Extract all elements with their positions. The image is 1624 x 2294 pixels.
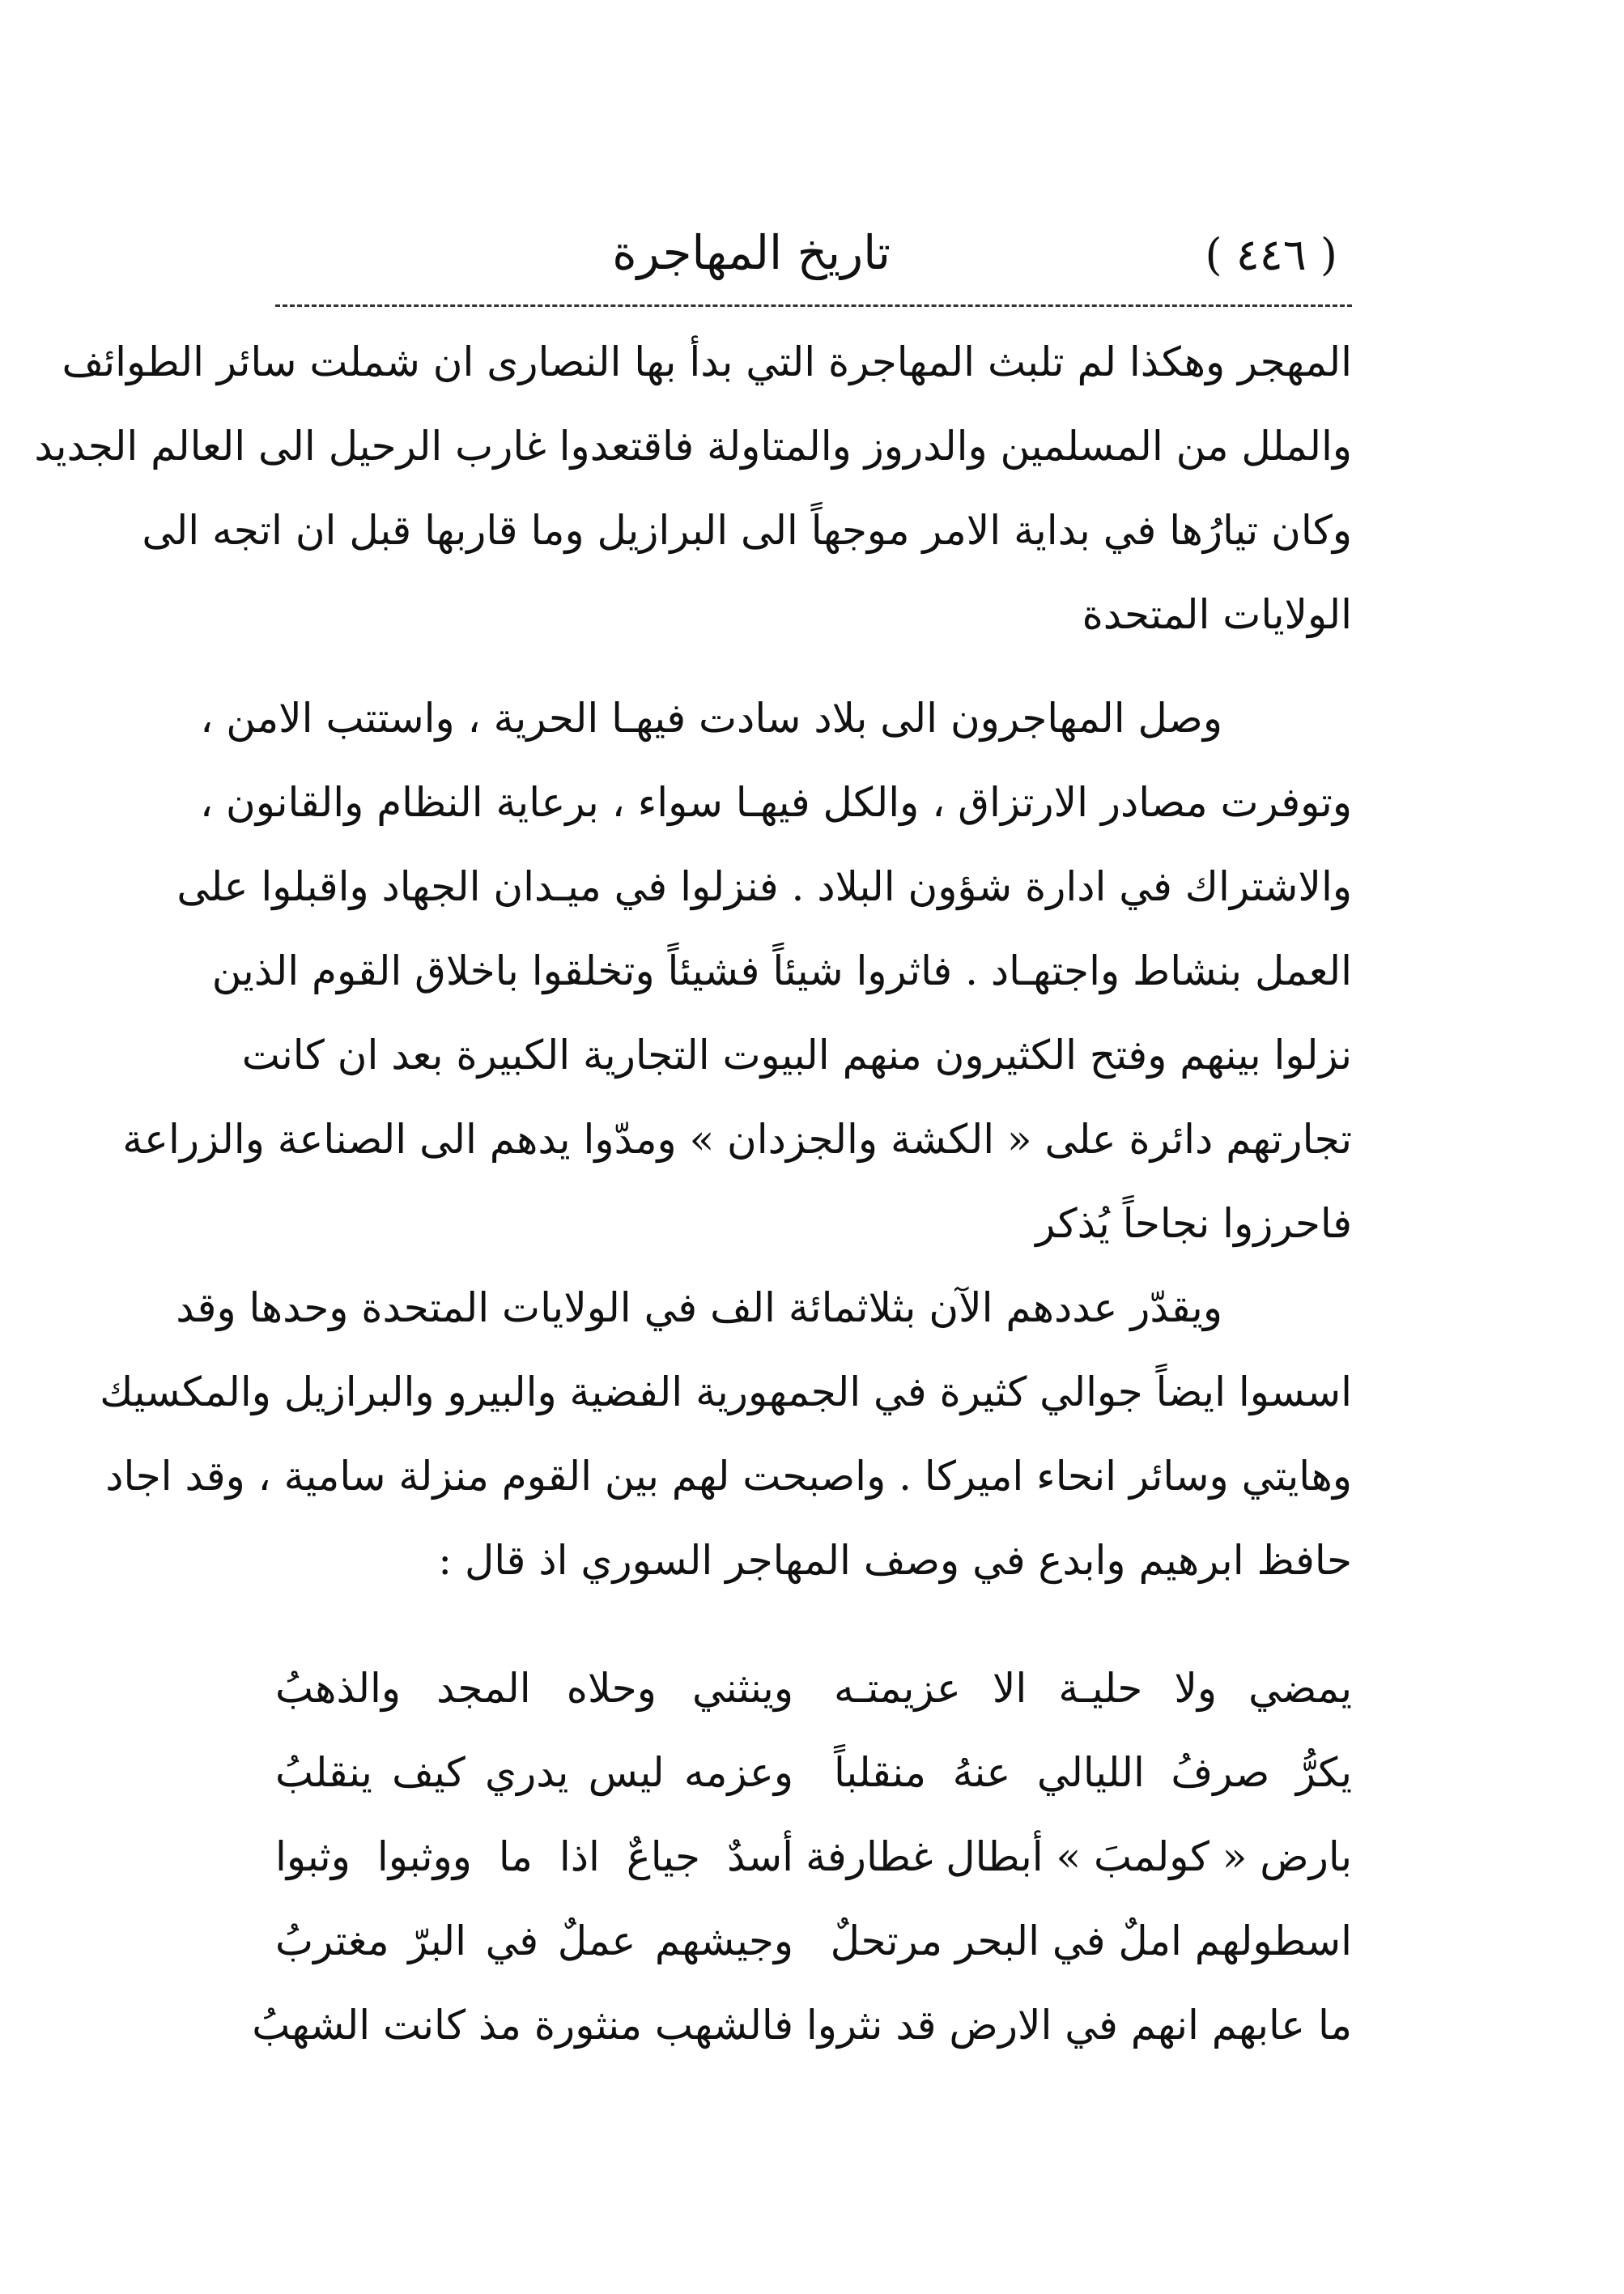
page-header <box>275 212 1352 301</box>
verse-second-hemistich: وعزمه ليس يدري كيف ينقلبُ <box>275 1749 793 1796</box>
paragraph-gap <box>275 657 1352 676</box>
poem-verse <box>275 1900 1352 1985</box>
text-line: ويقدّر عددهم الآن بثلاثمائة الف في الولايات المتحدة وحدها وقد <box>176 1284 1222 1331</box>
header-rule <box>275 304 1352 307</box>
paragraph <box>100 1266 1352 1602</box>
verse-second-hemistich: أسدٌ جياعٌ اذا ما ووثبوا وثبوا <box>275 1833 793 1880</box>
text-line: فاحرزوا نجاحاً يُذكر <box>1035 1200 1352 1247</box>
text-line: وكان تيارُها في بداية الامر موجهاً الى البرازيل وما قاربها قبل ان اتجه الى <box>142 507 1352 554</box>
verse-second-hemistich: وينثني وحلاه المجد والذهبُ <box>275 1665 793 1712</box>
verse-first-hemistich: ما عابهم انهم في الارض قد نثروا <box>806 2002 1352 2049</box>
running-title: تاريخ المهاجرة <box>612 225 891 280</box>
poem-verse <box>275 1816 1352 1900</box>
verse-first-hemistich: يمضي ولا حليـة الا عزيمتـه <box>834 1665 1352 1712</box>
body-text <box>34 320 1352 1602</box>
text-line: نزلوا بينهم وفتح الكثيرون منهم البيوت التجارية الكبيرة بعد ان كانت <box>241 1032 1352 1079</box>
poem-verse <box>275 1732 1352 1816</box>
page-number: ( ٤٤٦ ) <box>1205 229 1337 280</box>
verse-second-hemistich: وجيشهم عملٌ في البرّ مغتربُ <box>275 1917 793 1964</box>
text-line: والاشتراك في ادارة شؤون البلاد . فنزلوا في ميـدان الجهاد واقبلوا على <box>176 863 1352 910</box>
poem <box>252 1648 1352 2069</box>
text-line: وصل المهاجرون الى بلاد سادت فيهـا الحرية ، واستتب الامن ، <box>200 695 1222 742</box>
text-line: الولايات المتحدة <box>1082 591 1352 638</box>
verse-first-hemistich: اسطولهم املٌ في البحر مرتحلٌ <box>830 1917 1352 1964</box>
paragraph <box>122 676 1352 1266</box>
text-line: والملل من المسلمين والدروز والمتاولة فاقتعدوا غارب الرحيل الى العالم الجديد <box>34 423 1352 470</box>
text-line: حافظ ابرهيم وابدع في وصف المهاجر السوري اذ قال : <box>438 1537 1352 1584</box>
verse-first-hemistich: بارض « كولمبَ » أبطال غطارفة <box>806 1833 1352 1880</box>
text-line: اسسوا ايضاً جوالي كثيرة في الجمهورية الفضية والبيرو والبرازيل والمكسيك <box>100 1368 1352 1415</box>
poem-verse <box>275 1648 1352 1732</box>
text-line: وتوفرت مصادر الارتزاق ، والكل فيهـا سواء ، برعاية النظام والقانون ، <box>200 779 1352 826</box>
text-line: العمل بنشاط واجتهـاد . فاثروا شيئاً فشيئاً وتخلقوا باخلاق القوم الذين <box>211 947 1352 994</box>
text-line: تجارتهم دائرة على « الكشة والجزدان » ومدّوا يدهم الى الصناعة والزراعة <box>122 1116 1352 1163</box>
verse-second-hemistich: فالشهب منثورة مذ كانت الشهبُ <box>252 2002 793 2049</box>
text-line: المهجر وهكذا لم تلبث المهاجرة التي بدأ بها النصارى ان شملت سائر الطوائف <box>62 338 1352 385</box>
verse-first-hemistich: يكرُّ صرفُ الليالي عنهُ منقلباً <box>834 1749 1352 1796</box>
text-line: وهايتي وسائر انحاء اميركا . واصبحت لهم بين القوم منزلة سامية ، وقد اجاد <box>105 1453 1352 1500</box>
poem-verse <box>252 1985 1352 2069</box>
paragraph <box>34 320 1352 657</box>
